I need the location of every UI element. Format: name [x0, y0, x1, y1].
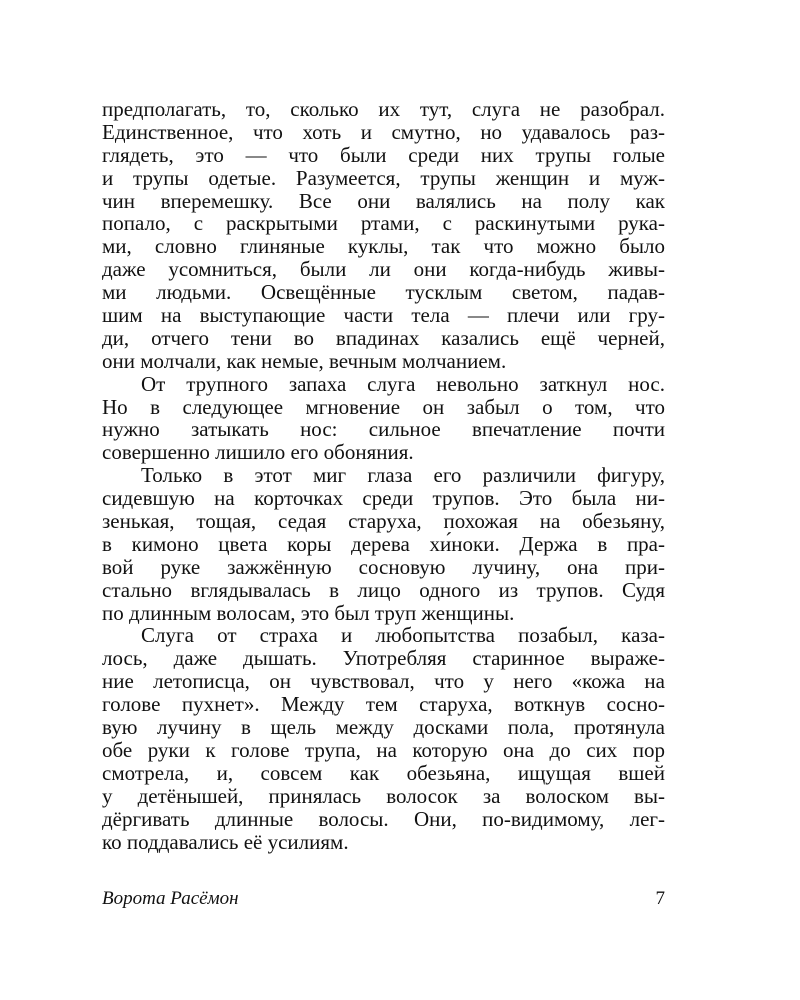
- body-text: [102, 98, 665, 853]
- text-line: Единственное, что хоть и смутно, но удавалось раз-: [102, 119, 665, 144]
- text-line: шим на выступающие части тела — плечи или гру-: [102, 303, 665, 328]
- text-line: зенькая, тощая, седая старуха, похожая на обезьяну,: [102, 509, 665, 534]
- text-line: Слуга от страха и любопытства позабыл, каза-: [141, 623, 665, 648]
- text-line: Только в этот миг глаза его различили фигуру,: [141, 463, 665, 488]
- text-line: чин вперемешку. Все они валялись на полу как: [102, 188, 665, 213]
- text-line: От трупного запаха слуга невольно заткнул нос.: [141, 371, 665, 396]
- text-line: обе руки к голове трупа, на которую она до сих пор: [102, 737, 665, 762]
- text-line: по длинным волосам, это был труп женщины.: [102, 600, 515, 625]
- running-title: Ворота Расёмон: [102, 888, 239, 909]
- text-line: совершенно лишило его обоняния.: [102, 440, 414, 465]
- text-line: даже усомниться, были ли они когда-нибудь живы-: [102, 257, 665, 282]
- text-line: попало, с раскрытыми ртами, с раскинутыми рука-: [102, 211, 665, 236]
- text-line: голове пухнет». Между тем старуха, воткнув сосно-: [102, 692, 665, 717]
- text-line: смотрела, и, совсем как обезьяна, ищущая вшей: [102, 760, 665, 785]
- text-line: ди, отчего тени во впадинах казались ещё черней,: [102, 325, 665, 350]
- text-line: лось, даже дышать. Употребляя старинное выраже-: [102, 646, 665, 671]
- text-line: ми людьми. Освещённые тусклым светом, падав-: [102, 280, 665, 305]
- text-line: в кимоно цвета коры дерева хи́ноки. Держа в пра-: [102, 531, 665, 556]
- text-line: предполагать, то, сколько их тут, слуга не разобрал.: [102, 97, 665, 121]
- text-line: сидевшую на корточках среди трупов. Это была ни-: [102, 486, 665, 511]
- text-line: ми, словно глиняные куклы, так что можно было: [102, 234, 665, 259]
- page-number: 7: [655, 888, 665, 909]
- text-line: вой руке зажжённую сосновую лучину, она при-: [102, 554, 665, 579]
- text-line: они молчали, как немые, вечным молчанием.: [102, 348, 507, 373]
- text-line: стально вглядывалась в лицо одного из трупов. Судя: [102, 577, 665, 602]
- text-line: ние летописца, он чувствовал, что у него «кожа на: [102, 669, 665, 694]
- text-line: и трупы одетые. Разумеется, трупы женщин и муж-: [102, 165, 665, 190]
- text-line: Но в следующее мгновение он забыл о том, что: [102, 394, 665, 419]
- text-line: ко поддавались её усилиям.: [102, 829, 349, 854]
- text-line: у детёнышей, принялась волосок за волоском вы-: [102, 783, 665, 808]
- text-line: глядеть, это — что были среди них трупы голые: [102, 142, 665, 167]
- text-line: нужно затыкать нос: сильное впечатление почти: [102, 417, 665, 442]
- page-footer: [102, 886, 665, 912]
- text-line: вую лучину в щель между досками пола, протянула: [102, 715, 665, 740]
- text-line: дёргивать длинные волосы. Они, по-видимому, лег-: [102, 806, 665, 831]
